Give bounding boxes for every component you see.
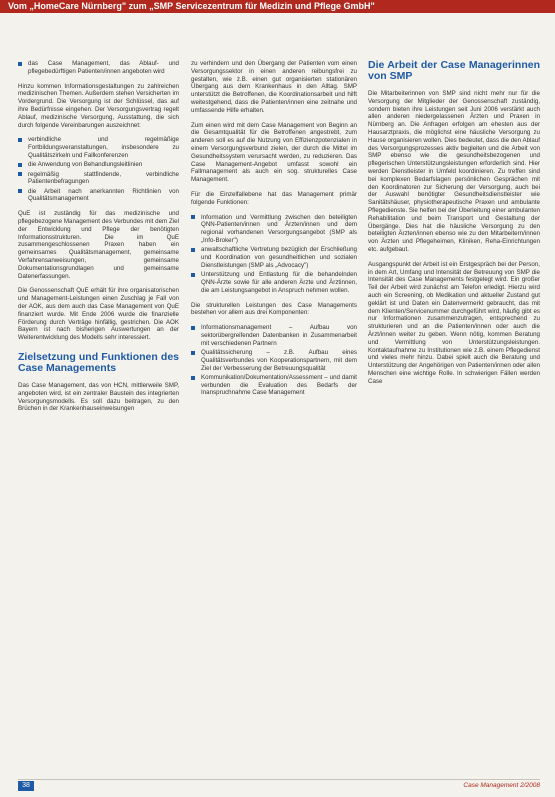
section-heading: Die Arbeit der Case Managerinnen von SMP bbox=[368, 59, 540, 82]
list-item: Qualitätssicherung – z.B. Aufbau eines Qualitätsverbundes von Kooperationspartnern, mit dem Ziel der Verbesserung der Betreuungsqualität bbox=[191, 349, 357, 372]
list-item: regelmäßig stattfindende, verbindliche Patientenbefragungen bbox=[18, 171, 179, 187]
page-number: 38 bbox=[18, 781, 34, 791]
list-item: Unterstützung und Entlastung für die behandelnden QNN-Ärzte sowie für alle anderen Ärzte und Ärztinnen, die am Leistungsangebot in Anspruch nehmen wollen. bbox=[191, 271, 357, 294]
column-2 bbox=[191, 60, 357, 404]
paragraph: Die strukturellen Leistungen des Case Managements bestehen vor allem aus drei Komponenten: bbox=[191, 301, 357, 317]
list-item: verbindliche und regelmäßige Fortbildungsveranstaltungen, insbesondere zu Qualitätszirkeln und Fallkonferenzen bbox=[18, 136, 179, 159]
paragraph: Die Mitarbeiterinnen von SMP sind nicht mehr nur für die Versorgung der Mitglieder der Genossenschaft zuständig, sondern bieten ihre Leistungen seit Juni 2006 verstärkt auch allen anderen niedergelassenen Ärzten und Praxen in Nürnberg an. Die Anfragen erfolgen am ehesten aus der Hausarztpraxis, die möglichst eine häusliche Versorgung zu Hause organisieren wollen. Dies bedeutet, dass die den Ablauf des Versorgungsprozesses aktiv begleiten und die Arbeit von SMP ebenso wie die gesundheitsbezogenen und pflegerischen Unterstützungsleistungen erforderlich sind. Hier werden Dienstleister in Umfeld koordinieren. Zu treffen sind bei komplexen Bedarfslagen persönlichen Gesprächen mit den Koordinatoren zur Sicherung der Versorgung, auch bei der Auswahl benötigter Gesundheitsdienstleister wie Sanitätshäuser, physiotherapeutische Praxen und ambulante Pflegedienste. Sie helfen bei der Überleitung einer ambulanten Rehabilitation und beim Transport und Gestaltung der Übergänge. Dies hat die häusliche Versorgung zu den beteiligten Ärzten/innen ebenso wie zu den Mitarbeitern/innen von Ärzten und Pflegeheimen, Kliniken, Reha-Einrichtungen etc. aufgebaut. bbox=[368, 90, 540, 253]
running-header: Vom „HomeCare Nürnberg" zum „SMP Servicezentrum für Medizin und Pflege GmbH" bbox=[8, 1, 375, 11]
list-item: Information und Vermittlung zwischen den beteiligten QNN-Patienten/innen und Ärzten/innen und dem regional vorhandenen Versorgungsangebot (SMP als „Info-Broker") bbox=[191, 214, 357, 245]
list-item: die Arbeit nach anerkannten Richtlinien von Qualitätsmanagement bbox=[18, 188, 179, 204]
bullet-list bbox=[191, 214, 357, 295]
paragraph: QuE ist zuständig für das medizinische und pflegebezogene Management des Verbundes mit dem Ziel der Entwicklung und Pflege der benötigten Informationsstrukturen. Die im QuE zusammengeschlossenen Praxen haben ein gemeinsames Qualitätsmanagement, gemeinsame Verfahrensanweisungen, gemeinsame Dokumentationsgrundlagen und gemeinsame Datenerfassungen. bbox=[18, 210, 179, 280]
list-item: Informationsmanagement – Aufbau von sektorübergreifenden Datenbanken in Zusammenarbeit mit verschiedenen Partnern bbox=[191, 324, 357, 347]
footer-rule bbox=[18, 779, 540, 780]
column-1 bbox=[18, 60, 179, 420]
paragraph: Ausgangspunkt der Arbeit ist ein Erstgespräch bei der Person, in dem Art, Umfang und Intensität der Betreuung von SMP die Intensität des Case Managements festgelegt wird. Ein großer Teil der Arbeit wird zunächst am Telefon erledigt. Hierzu wird auch ein Screening, ob Medikation und aktueller Zustand gut geklärt ist und Daten ein Datenvermerkt gebraucht, das mit dem Klienten/Servicenummer durchgeführt wird, häufig gibt es nur Informationen zusammenzutragen, entsprechend zu strukturieren und an die Patienten/innen oder auch die Ärzt/innen weiter zu geben. Wenn nötig, kommen Beratung und Vermittlung von Unterstützungsleistungen. Kontaktaufnahme zu Institutionen wie z.B. einem Pflegedienst und vieles mehr hinzu. Dabei spielt auch die Beratung und Unterstützung der Angehörigen von Patienten/innen oder allen Menschen eine wichtige Rolle. In schwierigen Fällen werden Case bbox=[368, 260, 540, 385]
paragraph: Die Genossenschaft QuE erhält für ihre organisatorischen und Management-Leistungen einen Zuschlag je Fall von der AOK, aus dem auch das Case Management von QuE finanziert wurde. Mit Ende 2006 wurde die finanzielle Förderung durch Verträge hinfällig, gestrichen. Die AOK Bayern ist nach bisherigen Auswertungen an der Weiterentwicklung des Modells sehr interessiert. bbox=[18, 287, 179, 342]
column-3 bbox=[368, 60, 540, 392]
paragraph: Das Case Management, das von HCN, mittlerweile SMP, angeboten wird, ist ein zentraler Baustein des integrierten Versorgungsmodells. Es soll dazu beitragen, zu den Brüchen in der Krankenhauseinweisungen bbox=[18, 382, 179, 413]
section-heading: Zielsetzung und Funktionen des Case Managements bbox=[18, 351, 179, 374]
paragraph: Für die Einzelfallebene hat das Management primär folgende Funktionen: bbox=[191, 190, 357, 206]
bullet-list bbox=[18, 136, 179, 203]
list-item: die Anwendung von Behandlungsleitlinien bbox=[18, 161, 179, 169]
intro-bullet-list bbox=[18, 60, 179, 76]
list-item: Kommunikation/Dokumentation/Assessment – und damit verbunden die Evaluation des Bedarfs der Inanspruchnahme Case Management bbox=[191, 374, 357, 397]
list-item: anwaltschaftliche Vertretung bezüglich der Erschließung und Koordination von gesundheitlichen und sozialen Dienstleistungen (SMP als „Advocacy") bbox=[191, 246, 357, 269]
paragraph: zu verhindern und den Übergang der Patienten vom einen Versorgungssektor in einen anderen reibungsfrei zu gestalten, wie z.B. einen gut organisierten stationären Übergang aus dem Krankenhaus in den Alltag. SMP unterstützt die Betroffenen, die Koordinationsarbeit und hilft weitestgehend, dass die Patienten/innen eine zeitnahe und umfassende Hilfe erhalten. bbox=[191, 60, 357, 114]
paragraph: Hinzu kommen Informationsgestaltungen zu zahlreichen medizinischen Themen. Außerdem stehen Versicherten im Vordergrund. Die Versorgung ist der Schlüssel, das auf ihre Bedürfnisse eingehen. Der Versorgungsvertrag regelt Ablauf, medizinische Versorgung, Ausstattung, die sich durch folgende Vereinbarungen auszeichnet: bbox=[18, 82, 179, 129]
journal-title: Case Management 2/2008 bbox=[463, 782, 540, 789]
bullet-list bbox=[191, 324, 357, 397]
list-item: das Case Management, das Ablauf- und pflegebedürftigen Patienten/innen angeboten wird bbox=[18, 60, 179, 76]
paragraph: Zum einen wird mit dem Case Management von Beginn an die Gesamtqualität für die Betroffenen angestrebt, zum anderen soll es auf die Nutzung von Effizienzpotenzialen in einem Versorgungsverbund zielen, der durch die Mittel im Gesundheitssystem verursacht werden, zu reduzieren. Das Case Management-Angebot umfasst sowohl ein Fallmanagement als auch ein sog. strukturelles Case Management. bbox=[191, 121, 357, 184]
